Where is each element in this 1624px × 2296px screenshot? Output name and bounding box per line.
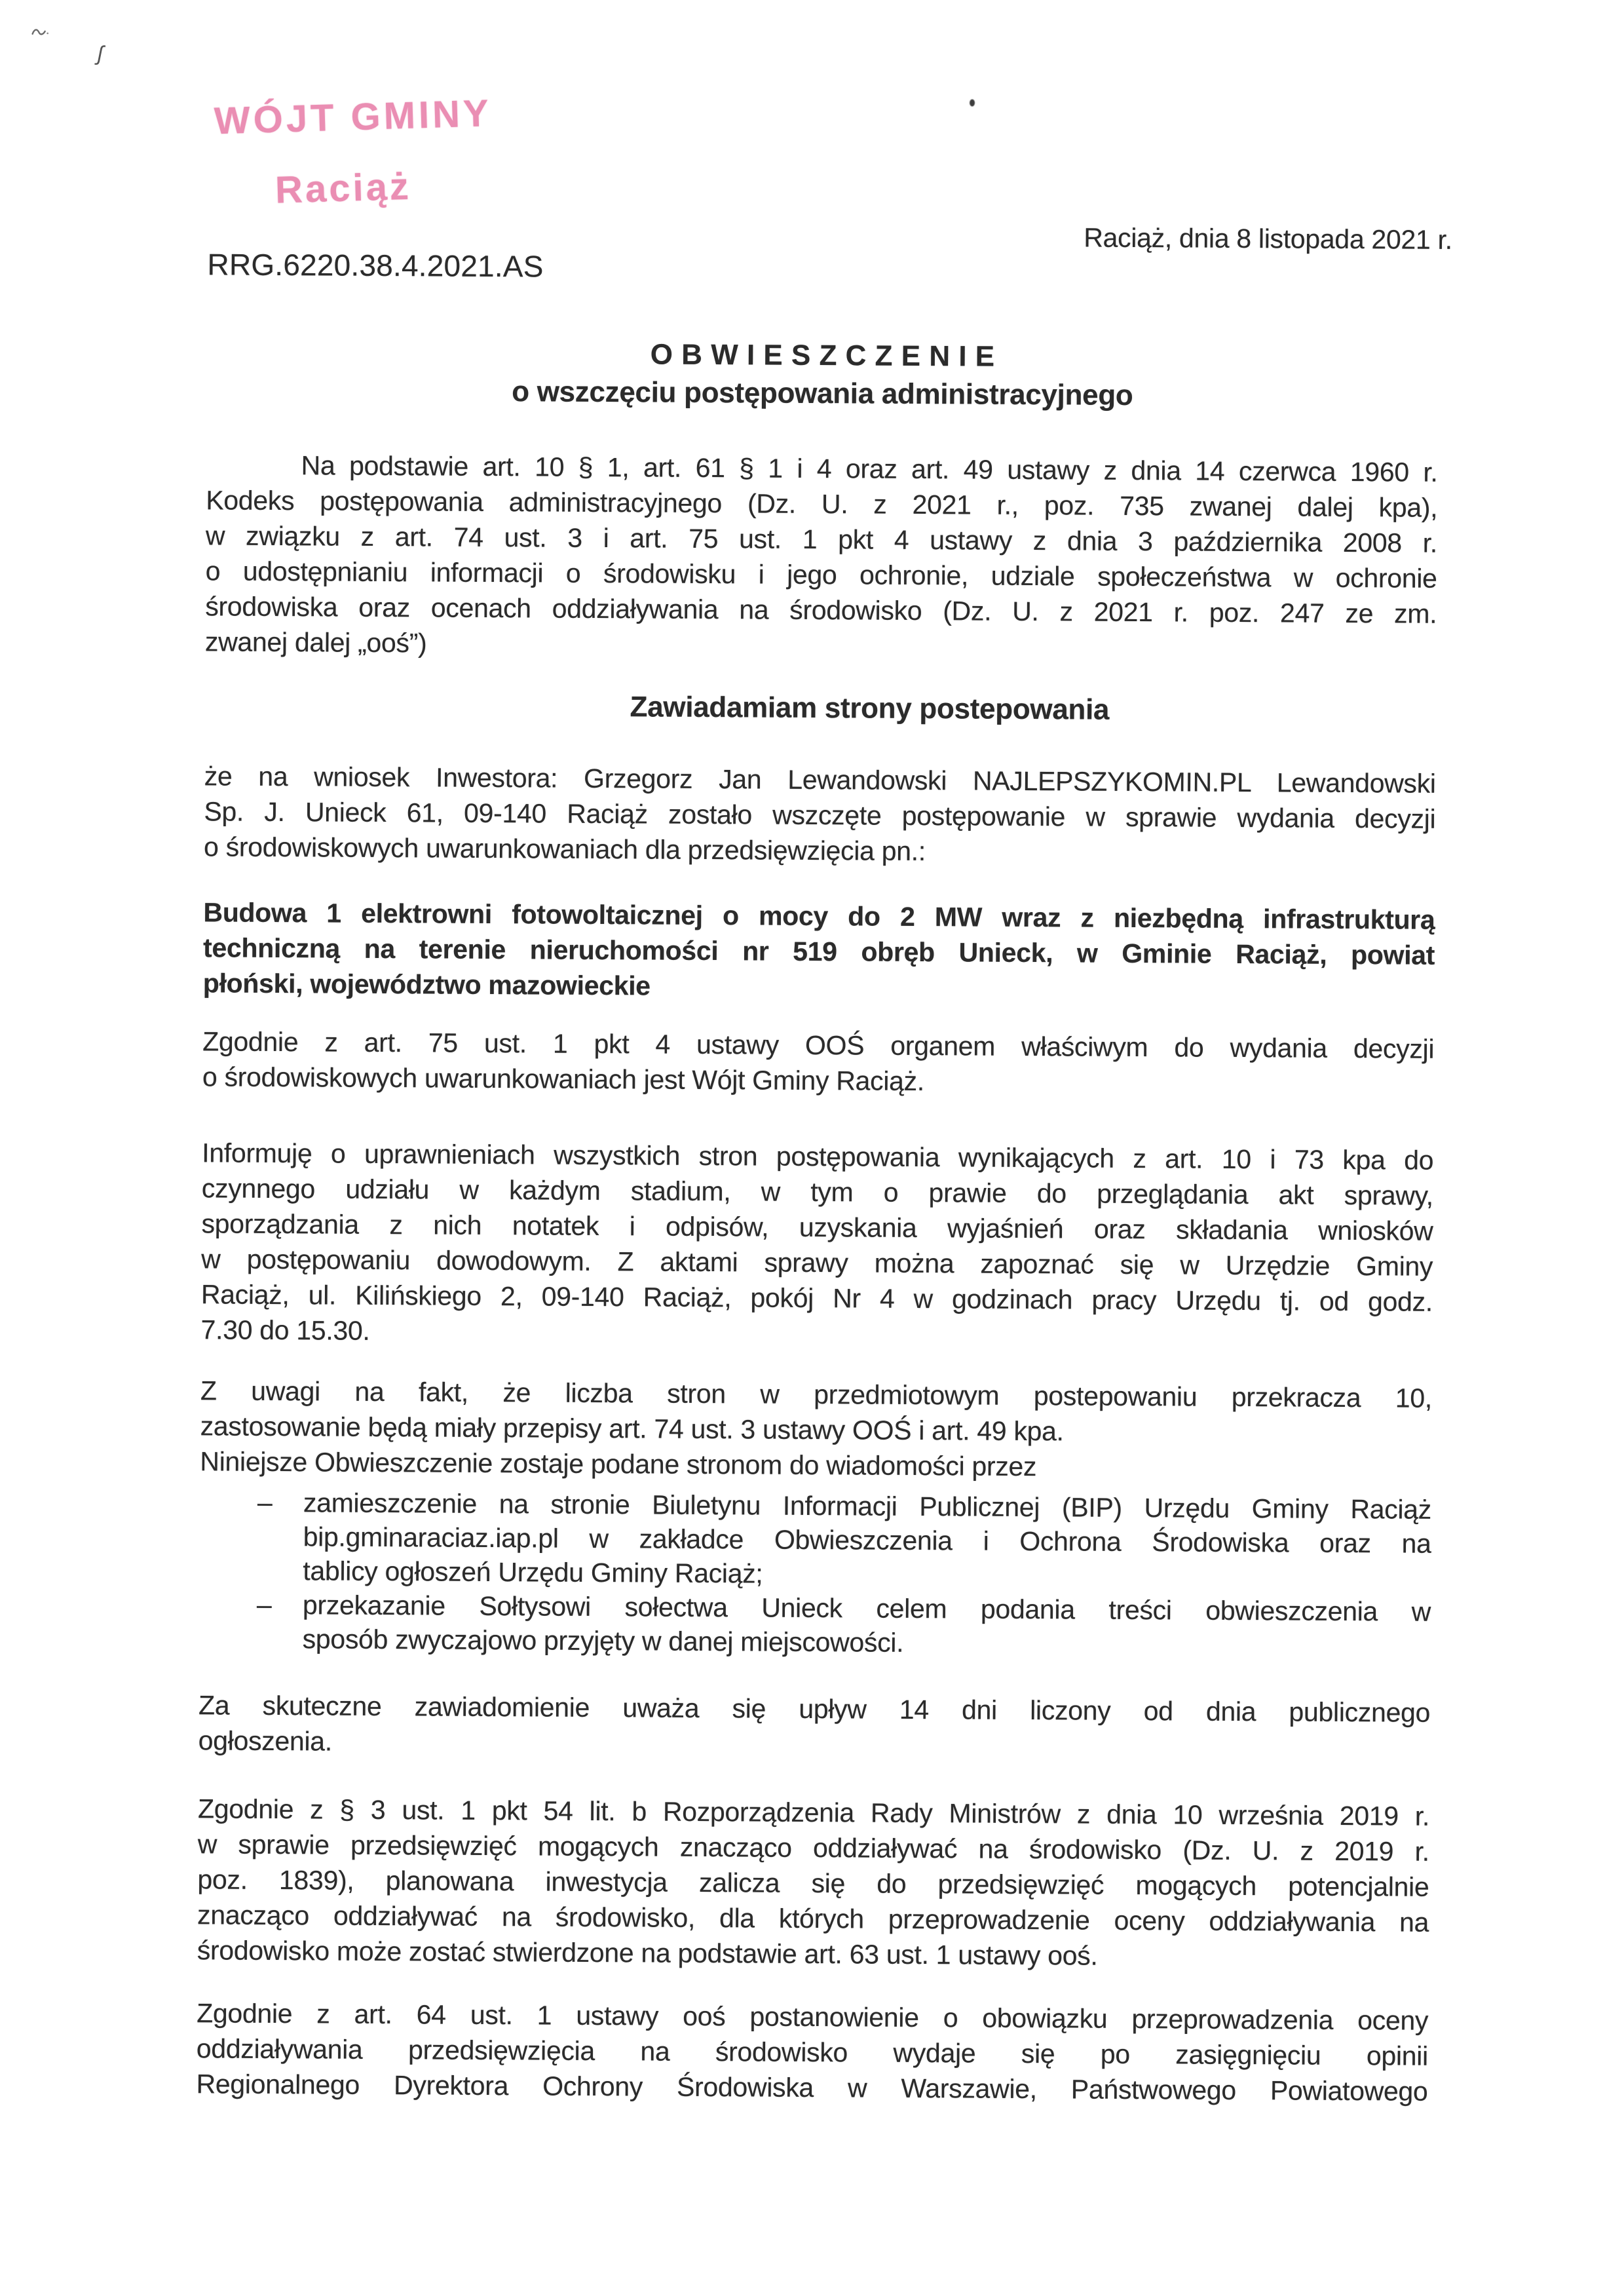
bullet-item-soltys <box>199 1587 1431 1662</box>
date-line: Raciąż, dnia 8 listopada 2021 r. <box>1084 222 1452 255</box>
text-line: Za skuteczne zawiadomienie uważa się upływ 14 dni liczony od dnia publicznego <box>198 1690 1431 1728</box>
text-line: oddziaływania przedsięwzięcia na środowisko wydaje się po zasięgnięciu opinii <box>196 2033 1428 2071</box>
text-line: płoński, województwo mazowieckie <box>202 968 651 1001</box>
dash-bullet-marker: – <box>257 1487 273 1518</box>
text-line: Zgodnie z art. 75 ust. 1 pkt 4 ustawy OOŚ organem właściwym do wydania decyzji <box>202 1026 1435 1064</box>
text-line: w sprawie przedsięwzięć mogących znacząco oddziaływać na środowisko (Dz. U. z 2019 r. <box>197 1829 1429 1867</box>
paragraph-project-title <box>203 895 1435 1008</box>
text-line: sposób zwyczajowo przyjęty w danej miejscowości. <box>302 1624 904 1658</box>
text-line: tablicy ogłoszeń Urzędu Gminy Raciąż; <box>303 1556 763 1589</box>
section-heading: Zawiadamiam strony postepowania <box>630 691 1110 726</box>
text-line: Zgodnie z art. 64 ust. 1 ustawy ooś postanowienie o obowiązku przeprowadzenia oceny <box>197 1998 1429 2036</box>
text-line: Z uwagi na fakt, że liczba stron w przedmiotowym postepowaniu przekracza 10, <box>200 1375 1433 1413</box>
text-line: znacząco oddziaływać na środowisko, dla których przeprowadzenie oceny oddziaływania na <box>197 1900 1429 1938</box>
reference-number: RRG.6220.38.4.2021.AS <box>207 247 544 284</box>
text-line: Raciąż, ul. Kilińskiego 2, 09-140 Raciąż, pokój Nr 4 w godzinach pracy Urzędu tj. od godz. <box>200 1279 1433 1317</box>
scan-artifact-pen-mark: ʃ <box>97 41 104 66</box>
text-line: sporządzania z nich notatek i odpisów, uzyskania wyjaśnień oraz składania wniosków <box>201 1208 1433 1246</box>
text-line: środowiska oraz ocenach oddziaływania na środowisko (Dz. U. z 2021 r. poz. 247 ze zm. <box>205 591 1437 629</box>
paragraph-party-rights <box>200 1135 1433 1354</box>
text-line: w związku z art. 74 ust. 3 i art. 75 ust. 1 pkt 4 ustawy z dnia 3 października 2008 r. <box>205 520 1438 558</box>
document-subtitle: o wszczęciu postępowania administracyjnego <box>512 375 1133 411</box>
text-line: zastosowanie będą miały przepisy art. 74 ust. 3 ustawy OOŚ i art. 49 kpa. <box>200 1411 1064 1447</box>
text-line: środowisko może zostać stwierdzone na podstawie art. 63 ust. 1 ustawy ooś. <box>197 1935 1098 1971</box>
stamp-line-2: Raciąż <box>274 164 412 212</box>
text-line: Budowa 1 elektrowni fotowoltaicznej o mocy do 2 MW wraz z niezbędną infrastrukturą <box>203 897 1435 935</box>
text-line: że na wniosek Inwestora: Grzegorz Jan Lewandowski NAJLEPSZYKOMIN.PL Lewandowski <box>204 761 1436 799</box>
office-stamp <box>214 89 584 214</box>
text-line: Regionalnego Dyrektora Ochrony Środowiska w Warszawie, Państwowego Powiatowego <box>196 2069 1428 2107</box>
paragraph-regulation <box>197 1791 1430 1976</box>
text-line: o udostępnianiu informacji o środowisku i jego ochronie, udziale społeczeństwa w ochronie <box>205 556 1437 594</box>
text-line: poz. 1839), planowana inwestycja zalicza się do przedsięwzięć mogących potencjalnie <box>197 1864 1429 1902</box>
text-line: zamieszczenie na stronie Biuletynu Informacji Publicznej (BIP) Urzędu Gminy Raciąż <box>303 1487 1432 1525</box>
paragraph-legal-basis <box>205 447 1438 666</box>
text-line: o środowiskowych uwarunkowaniach jest Wójt Gminy Raciąż. <box>202 1062 925 1097</box>
text-line: w postępowaniu dowodowym. Z aktami sprawy można zapoznać się w Urzędzie Gminy <box>201 1244 1433 1282</box>
paragraph-authority <box>202 1024 1435 1101</box>
dash-bullet-marker: – <box>256 1589 272 1620</box>
paragraph-investor <box>204 758 1436 871</box>
text-line: zwanej dalej „ooś”) <box>204 626 427 659</box>
text-line: ogłoszenia. <box>198 1725 333 1757</box>
text-line: Sp. J. Unieck 61, 09-140 Raciąż zostało wszczęte postępowanie w sprawie wydania decyzji <box>204 796 1436 834</box>
stamp-line-1: WÓJT GMINY <box>214 92 493 143</box>
text-line: Zgodnie z § 3 ust. 1 pkt 54 lit. b Rozporządzenia Rady Ministrów z dnia 10 września 2019 r. <box>197 1793 1430 1831</box>
text-line: 7.30 do 15.30. <box>200 1314 370 1346</box>
text-line: Informuję o uprawnieniach wszystkich stron postępowania wynikających z art. 10 i 73 kpa do <box>202 1138 1434 1176</box>
document-title: O B W I E S Z C Z E N I E <box>650 338 995 373</box>
bullet-item-bip <box>199 1485 1431 1594</box>
text-line: Niniejsze Obwieszczenie zostaje podane stronom do wiadomości przez <box>200 1446 1037 1482</box>
text-line: czynnego udziału w każdym stadium, w tym o prawie do przeglądania akt sprawy, <box>201 1173 1434 1211</box>
text-line: przekazanie Sołtysowi sołectwa Unieck celem podania treści obwieszczenia w <box>302 1590 1431 1627</box>
text-line: Na podstawie art. 10 § 1, art. 61 § 1 i 4 oraz art. 49 ustawy z dnia 14 czerwca 1960 r. <box>301 450 1438 488</box>
text-line: techniczną na terenie nieruchomości nr 519 obręb Unieck, w Gminie Raciąż, powiat <box>202 932 1435 970</box>
paragraph-opinions <box>196 1996 1428 2109</box>
text-line: bip.gminaraciaz.iap.pl w zakładce Obwieszczenia i Ochrona Środowiska oraz na <box>303 1521 1431 1559</box>
text-line: o środowiskowych uwarunkowaniach dla przedsięwzięcia pn.: <box>203 832 926 867</box>
paragraph-effective-notice <box>198 1687 1431 1765</box>
scan-artifact-squiggle <box>31 26 50 39</box>
text-line: Kodeks postępowania administracyjnego (Dz. U. z 2021 r., poz. 735 zwanej dalej kpa), <box>206 485 1438 523</box>
scan-artifact-dot <box>970 99 975 106</box>
paragraph-parties-count <box>200 1373 1432 1486</box>
